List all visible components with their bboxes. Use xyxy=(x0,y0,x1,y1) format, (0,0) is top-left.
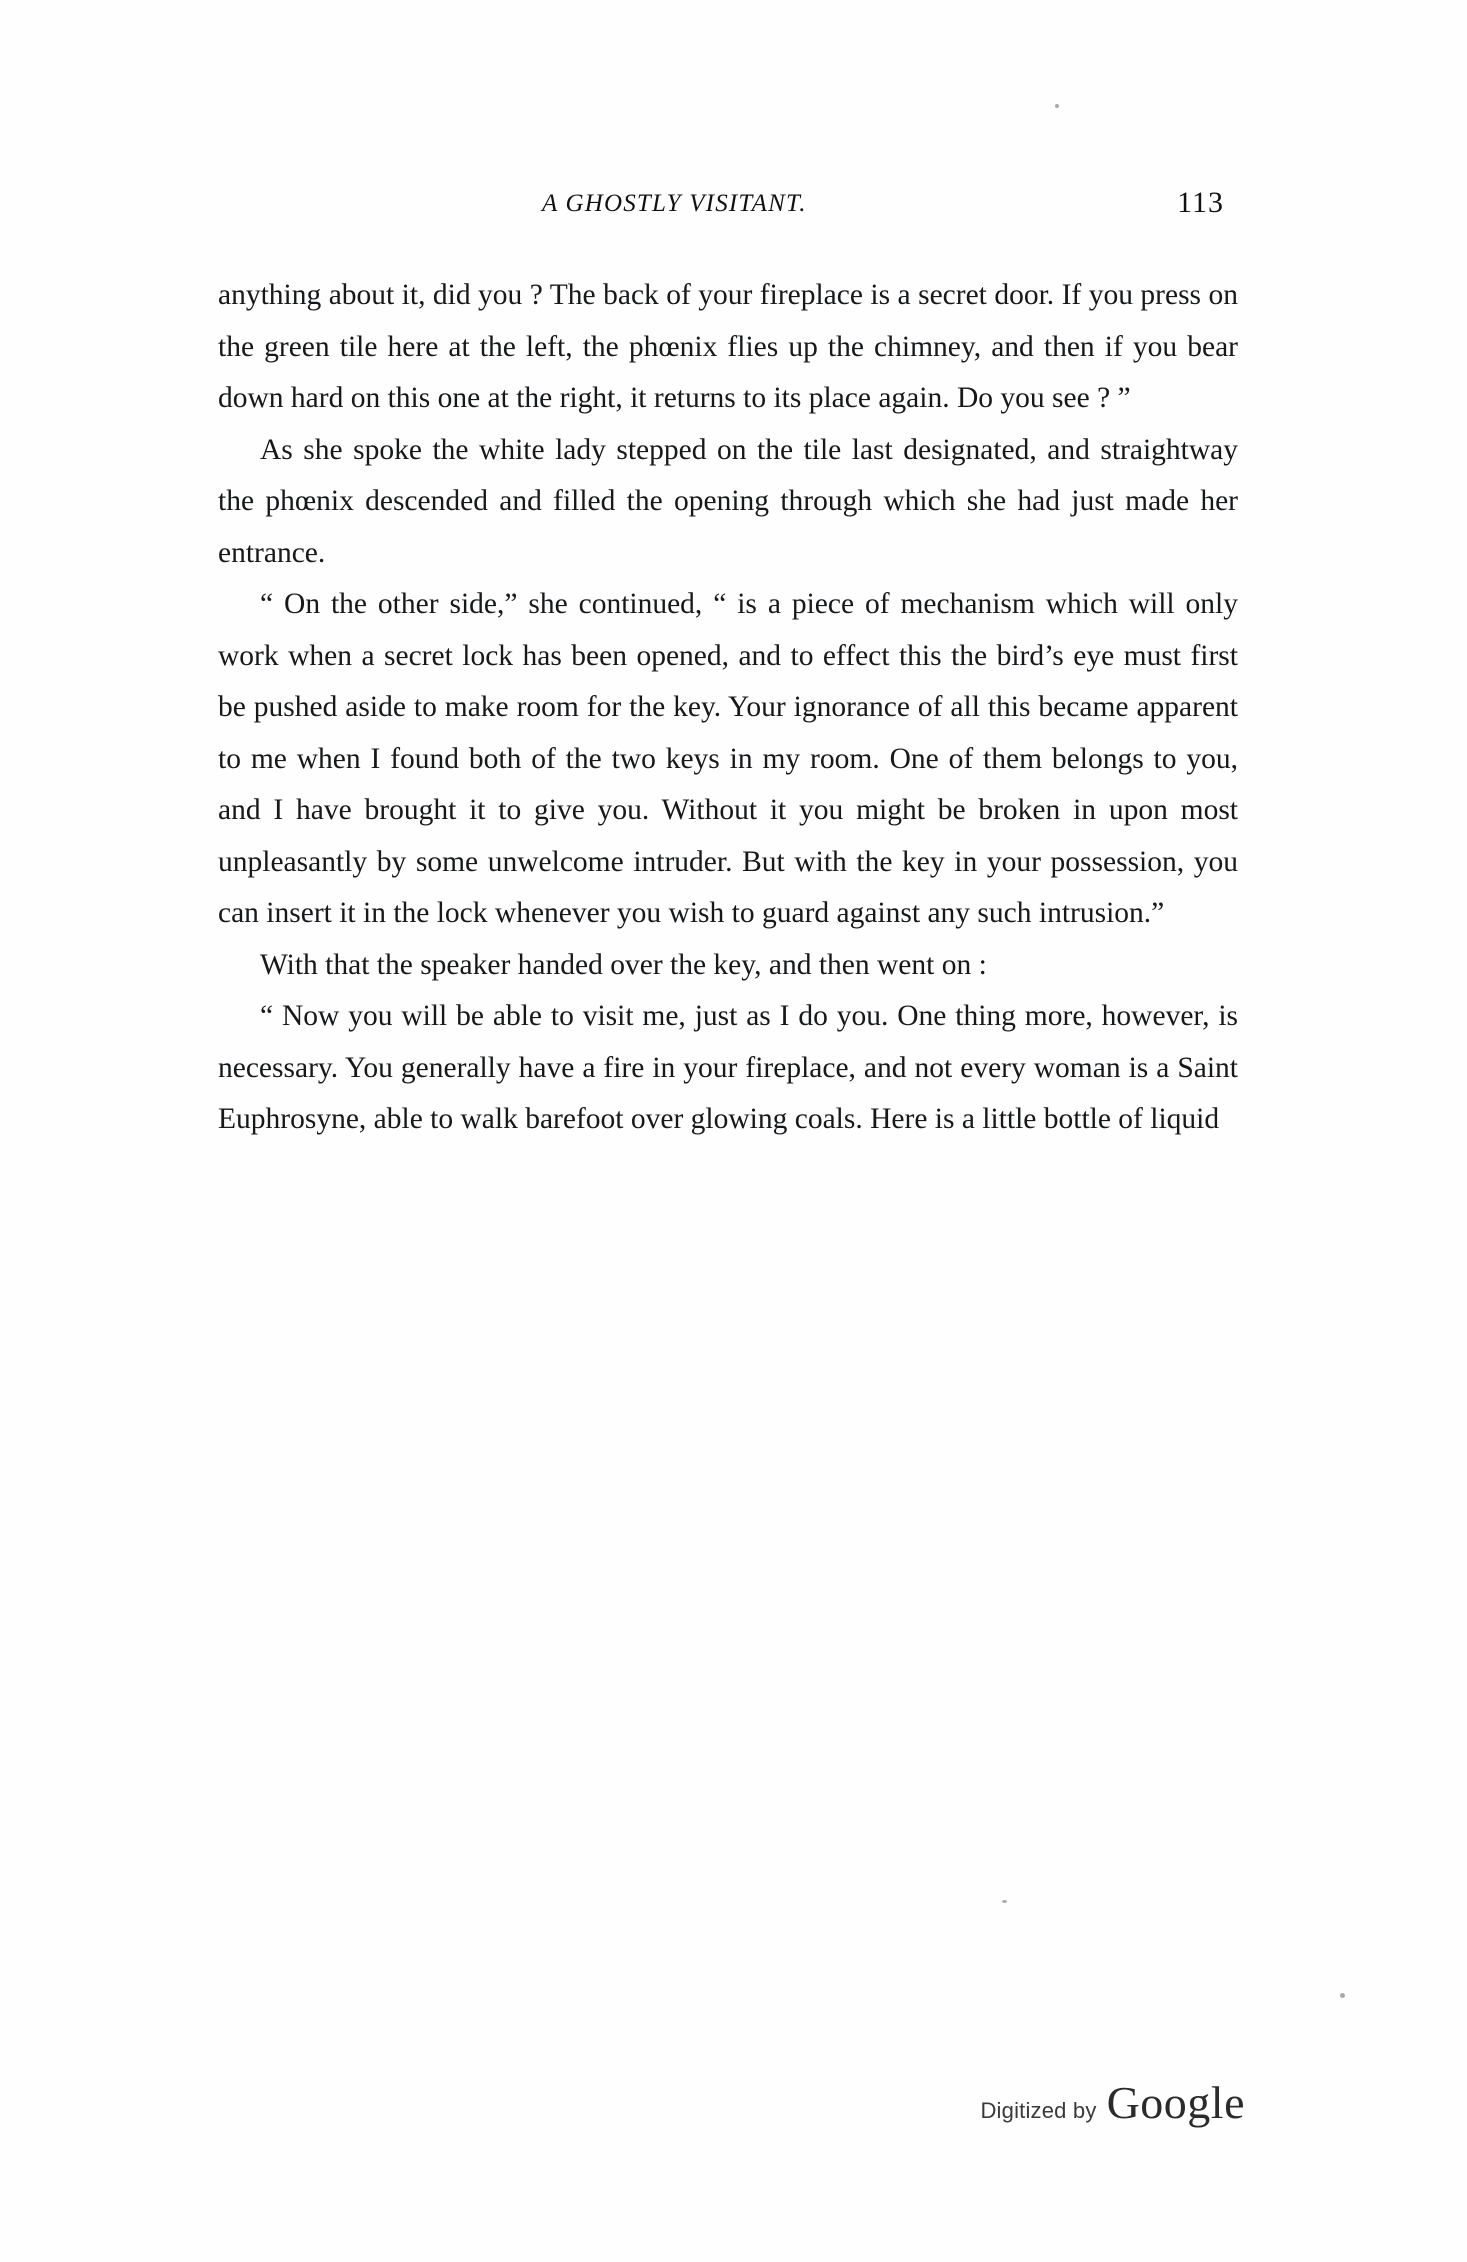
paragraph: “ Now you will be able to visit me, just as I do you. One thing more, however, is necessary. You generally have a fire in your fireplace, and not every woman is a Saint Euphrosyne, able to walk barefoot over glowing coals. Here is a little bottle of liquid xyxy=(218,1000,1238,1135)
paragraph: “ On the other side,” she continued, “ is a piece of mechanism which will only work when a secret lock has been opened, and to effect this the bird’s eye must first be pushed aside to make room for the key. Your ignorance of all this became apparent to me when I found both of the two keys in my room. One of them belongs to you, and I have brought it to give you. Without it you might be broken in upon most unpleasantly by some unwelcome intruder. But with the key in your possession, you can insert it in the lock whenever you wish to guard against any such intrusion.” xyxy=(218,588,1238,929)
page-footer xyxy=(0,2077,1467,2200)
scan-speck xyxy=(1002,1900,1007,1903)
paragraph: anything about it, did you ? The back of your fireplace is a secret door. If you press on the green tile here at the left, the phœnix flies up the chimney, and then if you bear down hard on this one at the right, it returns to its place again. Do you see ? ” xyxy=(218,279,1238,414)
paragraph: As she spoke the white lady stepped on the tile last designated, and straightway the phœnix descended and filled the opening through which she had just made her entrance. xyxy=(218,433,1238,569)
digitized-by-label: Digitized by xyxy=(980,2098,1097,2123)
scan-speck xyxy=(1340,1993,1345,1998)
digitization-credit xyxy=(980,2077,1245,2128)
google-wordmark: Google xyxy=(1106,2077,1245,2128)
scan-speck xyxy=(1055,104,1059,108)
paragraph: With that the speaker handed over the key, and then went on : xyxy=(260,948,987,981)
page-number: 113 xyxy=(1177,186,1224,219)
page-header-title: A GHOSTLY VISITANT. xyxy=(542,190,807,217)
page-body-text xyxy=(218,270,1238,1146)
running-head xyxy=(222,186,1242,230)
